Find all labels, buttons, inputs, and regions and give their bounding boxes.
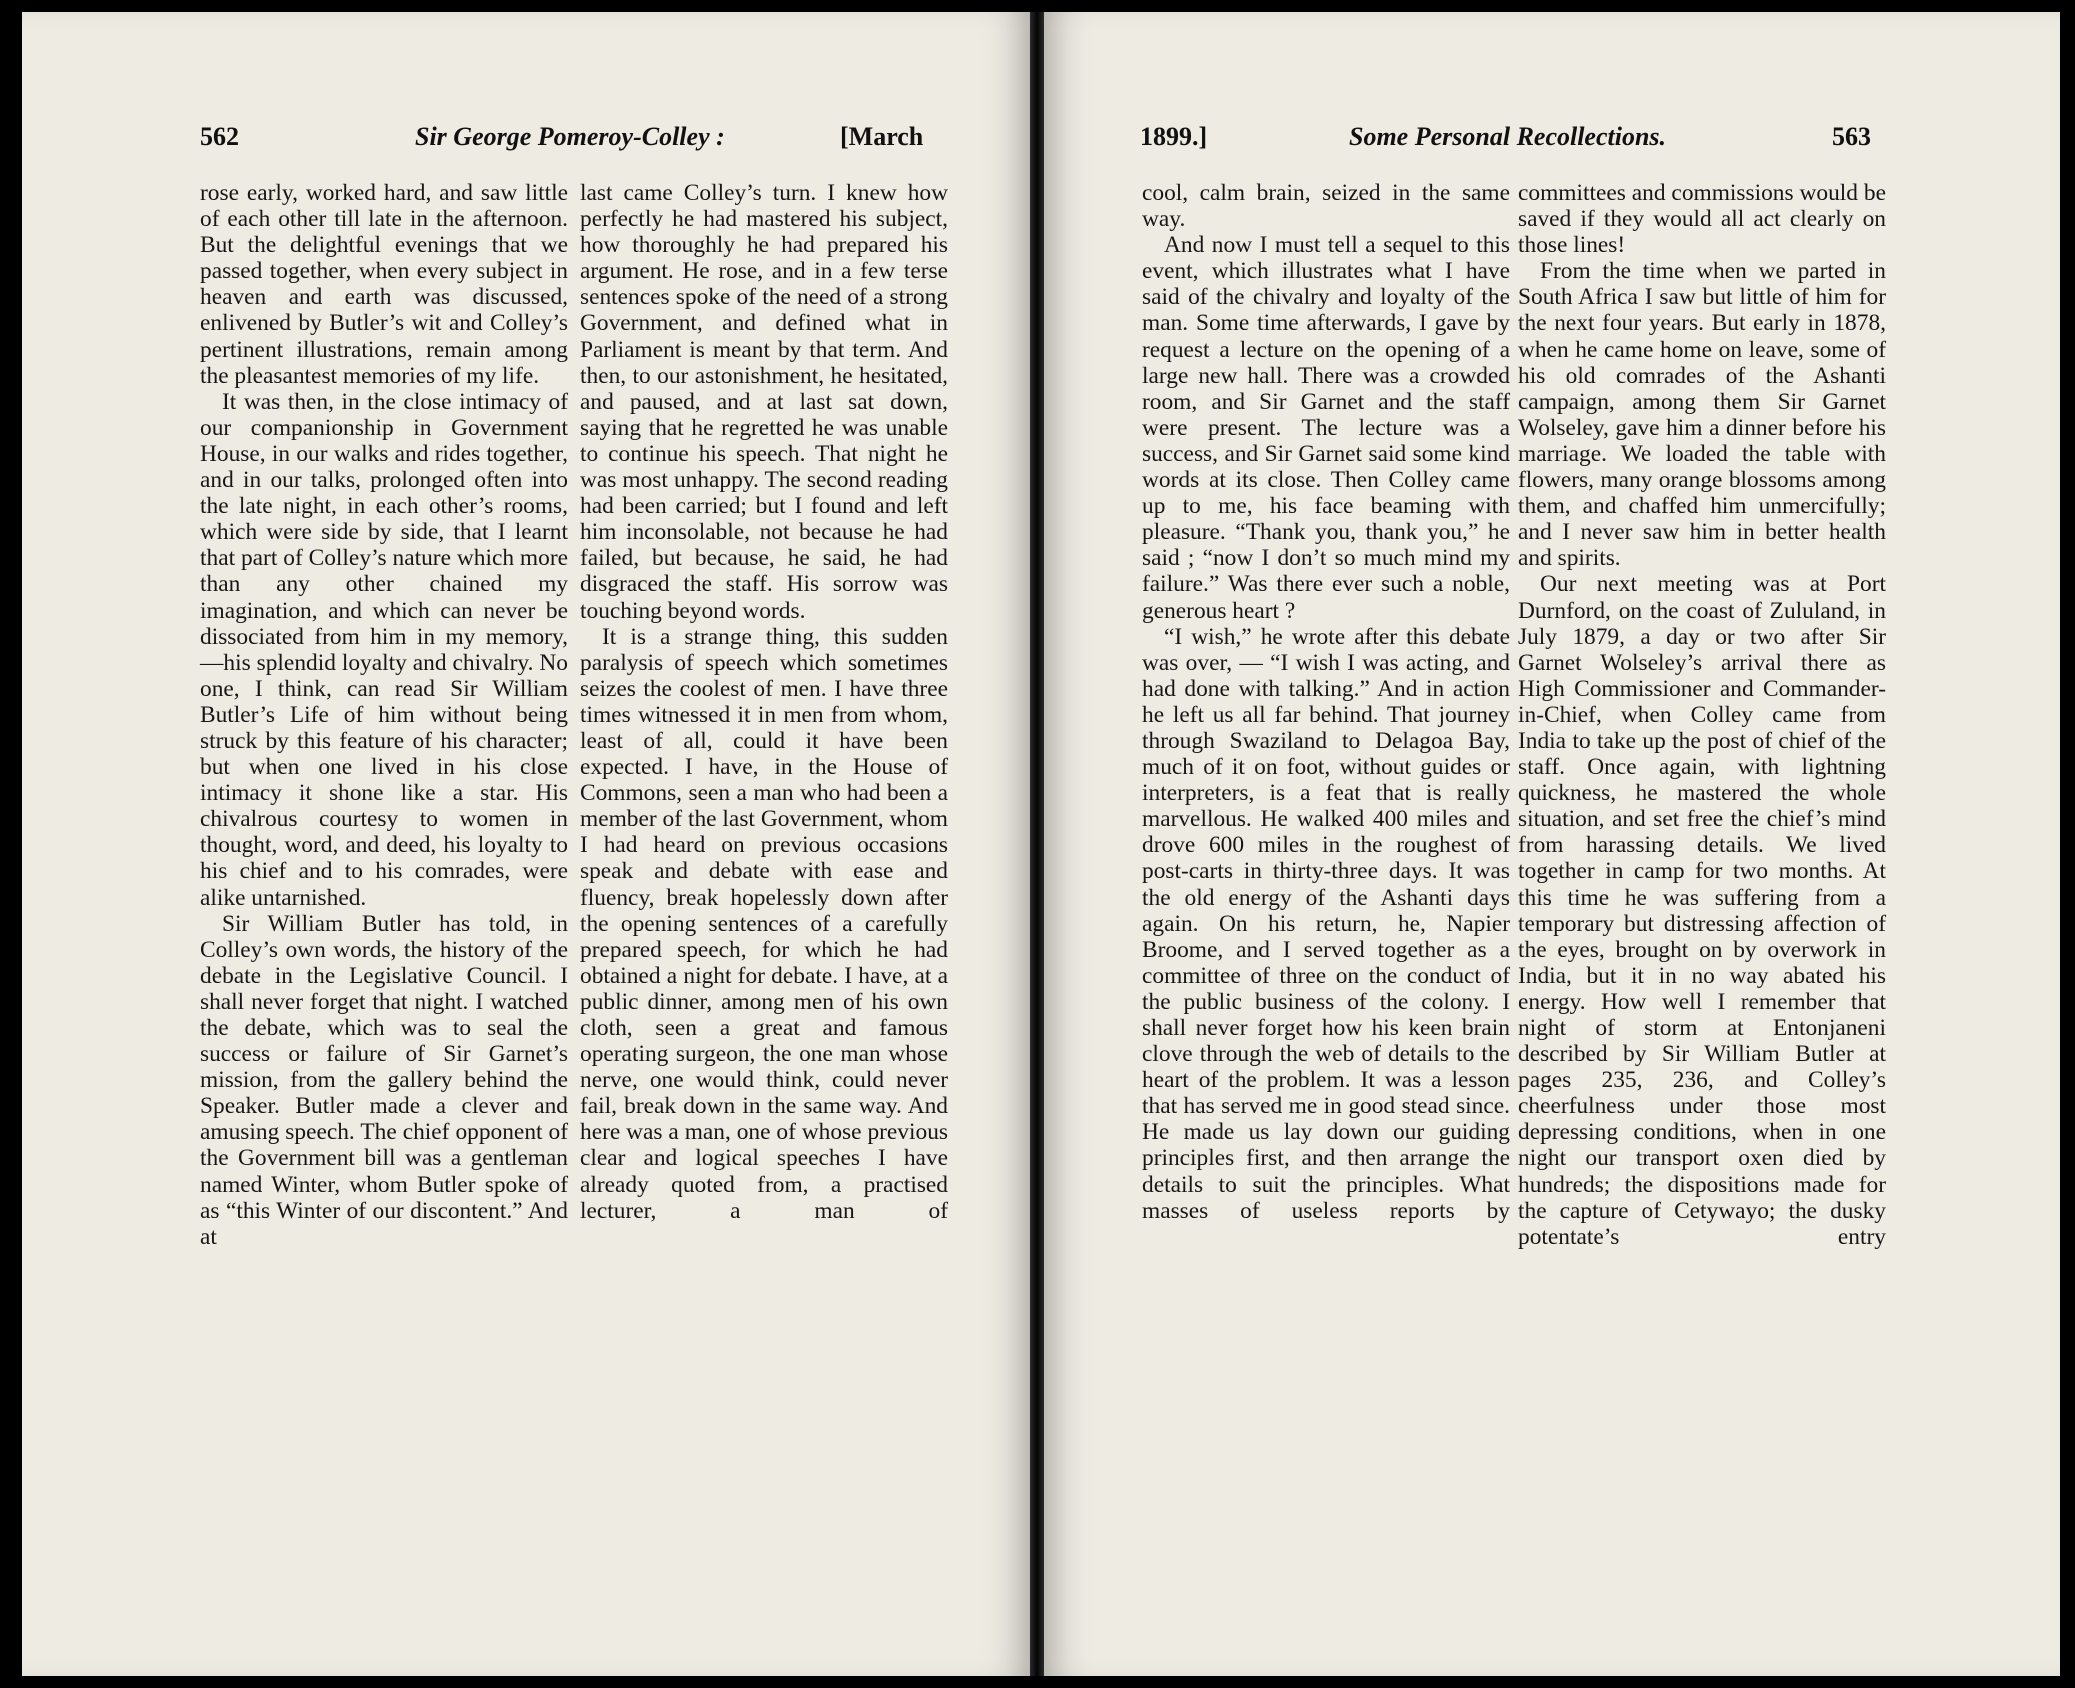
right-column-2 [1518, 180, 1886, 1250]
left-running-title: Sir George Pomeroy-Colley : [415, 122, 725, 151]
right-running-title: Some Personal Recollections. [1349, 122, 1667, 151]
paragraph: “I wish,” he wrote after this debate was over, — “I wish I was acting, and had done with talking.” And in action he left us all far behind. That journey through Swaziland to Delagoa Bay, much of it on foot, without guides or interpreters, is a feat that is really marvellous. He walked 400 miles and drove 600 miles in the roughest of post-carts in thirty-three days. It was the old energy of the Ashanti days again. On his return, he, Napier Broome, and I served together as a committee of three on the conduct of the public business of the colony. I shall never forget how his keen brain clove through the web of details to the heart of the problem. It was a lesson that has served me in good stead since. He made us lay down our guiding principles first, and then arrange the details to suit the principles. What masses of useless reports by [1142, 623, 1510, 1224]
paragraph: It is a strange thing, this sudden paralysis of speech which sometimes seizes the coolest of men. I have three times witnessed it in men from whom, least of all, could it have been expected. I have, in the House of Commons, seen a man who had been a member of the last Government, whom I had heard on previous occasions speak and debate with ease and fluency, break hopelessly down after the opening sentences of a carefully prepared speech, for which he had obtained a night for debate. I have, at a public dinner, among men of his own cloth, seen a great and famous operating surgeon, the one man whose nerve, one would think, could never fail, break down in the same way. And here was a man, one of whose previous clear and logical speeches I have already quoted from, a practised lecturer, a man of [580, 623, 948, 1224]
paragraph: committees and commissions would be saved if they would all act clearly on those lines! [1518, 180, 1886, 259]
left-running-header [22, 122, 1030, 162]
right-column-1 [1142, 180, 1510, 1224]
left-page [22, 12, 1030, 1676]
paragraph: And now I must tell a sequel to this event, which illustrates what I have said of the chivalry and loyalty of the man. Some time afterwards, I gave by request a lecture on the opening of a large new hall. There was a crowded room, and Sir Garnet and the staff were present. The lecture was a success, and Sir Garnet said some kind words at its close. Then Colley came up to me, his face beaming with pleasure. “Thank you, thank you,” he said ; “now I don’t so much mind my failure.” Was there ever such a noble, generous heart ? [1142, 232, 1510, 624]
left-column-1 [200, 180, 568, 1250]
paragraph: cool, calm brain, seized in the same way. [1142, 180, 1510, 233]
paragraph: rose early, worked hard, and saw little of each other till late in the afternoon. But the delightful evenings that we passed together, when every subject in heaven and earth was discussed, enlivened by Butler’s wit and Colley’s pertinent illustrations, remain among the pleasantest memories of my life. [200, 180, 568, 389]
paragraph: It was then, in the close intimacy of our companionship in Government House, in our walks and rides together, and in our talks, prolonged often into the late night, in each other’s rooms, which were side by side, that I learnt that part of Colley’s nature which more than any other chained my imagination, and which can never be dissociated from him in my memory, —his splendid loyalty and chivalry. No one, I think, can read Sir William Butler’s Life of him without being struck by this feature of his character; but when one lived in his close intimacy it shone like a star. His chivalrous courtesy to women in thought, word, and deed, his loyalty to his chief and to his comrades, were alike untarnished. [200, 388, 568, 911]
right-page-number: 563 [1832, 122, 1871, 151]
left-page-number: 562 [200, 122, 239, 151]
paragraph: last came Colley’s turn. I knew how perfectly he had mastered his subject, how thoroughly he had prepared his argument. He rose, and in a few terse sentences spoke of the need of a strong Government, and defined what in Parliament is meant by that term. And then, to our astonishment, he hesitated, and paused, and at last sat down, saying that he regretted he was unable to continue his speech. That night he was most unhappy. The second reading had been carried; but I found and left him inconsolable, not because he had failed, but because, he said, he had disgraced the staff. His sorrow was touching beyond words. [580, 180, 948, 624]
paragraph: Sir William Butler has told, in Colley’s own words, the history of the debate in the Legislative Council. I shall never forget that night. I watched the debate, which was to seal the success or failure of Sir Garnet’s mission, from the gallery behind the Speaker. Butler made a clever and amusing speech. The chief opponent of the Government bill was a gentleman named Winter, whom Butler spoke of as “this Winter of our discontent.” And at [200, 910, 568, 1250]
left-column-2 [580, 180, 948, 1224]
book-gutter [1030, 12, 1044, 1676]
paragraph: Our next meeting was at Port Durnford, on the coast of Zululand, in July 1879, a day or two after Sir Garnet Wolseley’s arrival there as High Commissioner and Commander-in-Chief, when Colley came from India to take up the post of chief of the staff. Once again, with lightning quickness, he mastered the whole situation, and set free the chief’s mind from harassing details. We lived together in camp for two months. At this time he was suffering from a temporary but distressing affection of the eyes, brought on by overwork in India, but it in no way abated his energy. How well I remember that night of storm at Entonjaneni described by Sir William Butler at pages 235, 236, and Colley’s cheerfulness under those most depressing conditions, when in one night our transport oxen died by hundreds; the dispositions made for the capture of Cetywayo; the dusky potentate’s entry [1518, 571, 1886, 1250]
right-page [1044, 12, 2060, 1676]
paragraph: From the time when we parted in South Africa I saw but little of him for the next four years. But early in 1878, when he came home on leave, some of his old comrades of the Ashanti campaign, among them Sir Garnet Wolseley, gave him a dinner before his marriage. We loaded the table with flowers, many orange blossoms among them, and chaffed him unmercifully; and I never saw him in better health and spirits. [1518, 258, 1886, 572]
right-section-label: 1899.] [1140, 122, 1208, 151]
right-running-header [1044, 122, 2060, 162]
left-section-label: [March [840, 122, 924, 151]
